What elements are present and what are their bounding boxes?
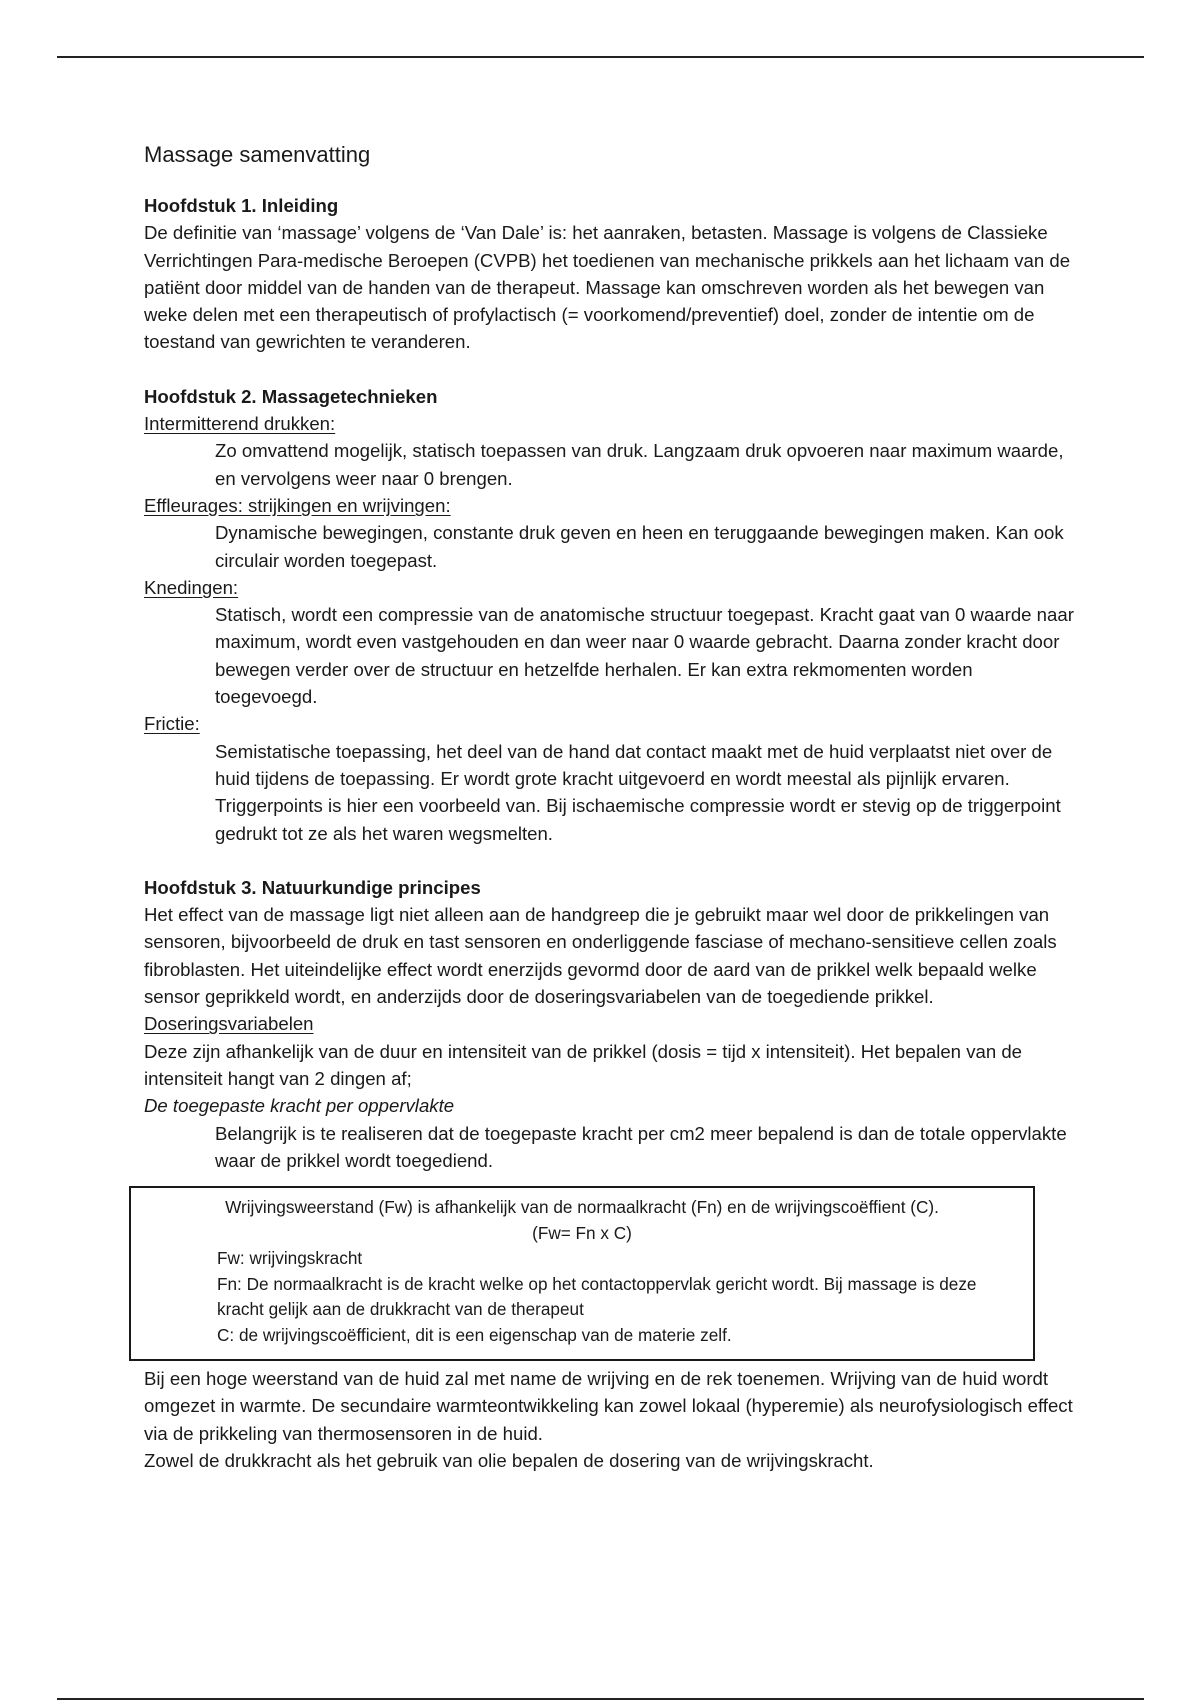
formula-box-equation: (Fw= Fn x C) <box>532 1222 632 1243</box>
chapter-2-heading: Hoofdstuk 2. Massagetechnieken <box>144 385 438 407</box>
document-body <box>144 140 1080 1474</box>
technique-frictie <box>144 710 1080 846</box>
technique-intermittent <box>144 410 1080 492</box>
dosering-label: Doseringsvariabelen <box>144 1013 314 1035</box>
document-title: Massage samenvatting <box>144 142 371 167</box>
chapter-1-heading: Hoofdstuk 1. Inleiding <box>144 195 339 216</box>
force-per-area-text: Belangrijk is te realiseren dat de toegepaste kracht per cm2 meer bepalend is dan de totale oppervlakte waar de prikkel wordt toegediend. <box>215 1122 1067 1171</box>
technique-label: Effleurages: strijkingen en wrijvingen: <box>144 494 451 516</box>
spacer <box>144 847 1080 874</box>
chapter-3-intro: Het effect van de massage ligt niet alleen aan de handgreep die je gebruikt maar wel door de prikkelingen van sensoren, bijvoorbeeld de druk en tast sensoren en onderliggende fasciase of mechano-sensitieve cellen zoals fibroblasten. Het uiteindelijke effect wordt enerzijds gevormd door de aard van de prikkel welk bepaald welke sensor geprikkeld wordt, en anderzijds door de doseringsvariabelen van de toegediende prikkel. <box>144 904 1057 1008</box>
header-rule <box>57 56 1144 58</box>
chapter-1-text: De definitie van ‘massage’ volgens de ‘Van Dale’ is: het aanraken, betasten. Massage is volgens de Classieke Verrichtingen Para-medische Beroepen (CVPB) het toedienen van mechanische prikkels aan het lichaam van de patiënt door middel van de handen van de therapeut. Massage kan omschreven worden als het bewegen van weke delen met een therapeutisch of profylactisch (= voorkomend/preventief) doel, zonder de intentie om de toestand van gewrichten te veranderen. <box>144 222 1071 353</box>
formula-box-line1: Wrijvingsweerstand (Fw) is afhankelijk van de normaalkracht (Fn) en de wrijvingscoëffient (C). <box>225 1197 939 1218</box>
technique-text: Semistatische toepassing, het deel van de hand dat contact maakt met de huid verplaatst niet over de huid tijdens de toepassing. Er wordt grote kracht uitgevoerd en wordt meestal als pijnlijk ervaren. Triggerpoints is hier een voorbeeld van. Bij ischaemische compressie wordt er stevig op de triggerpoint gedrukt tot ze als het waren wegsmelten. <box>215 740 1061 844</box>
technique-effleurages <box>144 492 1080 574</box>
formula-box <box>129 1186 1035 1361</box>
technique-label: Frictie: <box>144 713 200 735</box>
technique-knedingen <box>144 574 1080 710</box>
technique-label: Knedingen: <box>144 576 239 598</box>
formula-box-fn: Fn: De normaalkracht is de kracht welke op het contactoppervlak gericht wordt. Bij massage is deze kracht gelijk aan de drukkracht van de therapeut <box>217 1273 977 1320</box>
dosering-text: Deze zijn afhankelijk van de duur en intensiteit van de prikkel (dosis = tijd x intensiteit). Het bepalen van de intensiteit hangt van 2 dingen af; <box>144 1040 1023 1089</box>
technique-label: Intermitterend drukken: <box>144 413 336 435</box>
force-per-area-label: De toegepaste kracht per oppervlakte <box>144 1095 455 1117</box>
technique-text: Zo omvattend mogelijk, statisch toepassen van druk. Langzaam druk opvoeren naar maximum waarde, en vervolgens weer naar 0 brengen. <box>215 440 1064 489</box>
chapter-3-outro-1: Bij een hoge weerstand van de huid zal met name de wrijving en de rek toenemen. Wrijving van de huid wordt omgezet in warmte. De secundaire warmteontwikkeling kan zowel lokaal (hyperemie) als neurofysiologisch effect via de prikkeling van thermosensoren in de huid. <box>144 1368 1073 1444</box>
chapter-3-heading: Hoofdstuk 3. Natuurkundige principes <box>144 876 481 898</box>
chapter-3-outro-2: Zowel de drukkracht als het gebruik van olie bepalen de dosering van de wrijvingskracht. <box>144 1449 874 1471</box>
technique-text: Statisch, wordt een compressie van de anatomische structuur toegepast. Kracht gaat van 0 waarde naar maximum, wordt even vastgehouden en dan weer naar 0 waarde gebracht. Daarna zonder kracht door bewegen verder over de structuur en hetzelfde herhalen. Er kan extra rekmomenten worden toegevoegd. <box>215 604 1074 708</box>
formula-box-fw: Fw: wrijvingskracht <box>217 1248 363 1269</box>
formula-box-c: C: de wrijvingscoëfficient, dit is een eigenschap van de materie zelf. <box>217 1324 732 1345</box>
technique-text: Dynamische bewegingen, constante druk geven en heen en teruggaande bewegingen maken. Kan ook circulair worden toegepast. <box>215 522 1064 571</box>
spacer <box>144 356 1080 383</box>
